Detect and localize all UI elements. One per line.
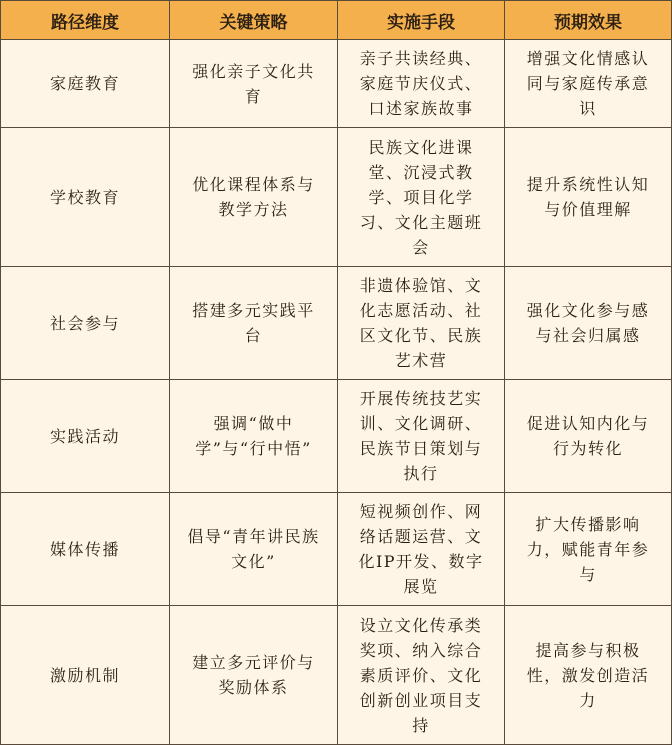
cell-strategy: 建立多元评价与奖励体系 — [170, 606, 338, 745]
cell-strategy: 强化亲子文化共育 — [170, 40, 338, 128]
cell-dimension: 社会参与 — [1, 267, 170, 380]
table-row — [1, 128, 672, 267]
table-row — [1, 40, 672, 128]
header-means: 实施手段 — [338, 1, 505, 40]
cell-strategy: 倡导“青年讲民族文化” — [170, 493, 338, 606]
cell-effect: 扩大传播影响力，赋能青年参与 — [505, 493, 672, 606]
table-row — [1, 380, 672, 493]
table-row — [1, 606, 672, 745]
cell-strategy: 搭建多元实践平台 — [170, 267, 338, 380]
cell-effect: 增强文化情感认同与家庭传承意识 — [505, 40, 672, 128]
cell-strategy: 强调“做中学”与“行中悟” — [170, 380, 338, 493]
header-dimension: 路径维度 — [1, 1, 170, 40]
cell-strategy: 优化课程体系与教学方法 — [170, 128, 338, 267]
cell-means: 开展传统技艺实训、文化调研、民族节日策划与执行 — [338, 380, 505, 493]
cell-dimension: 家庭教育 — [1, 40, 170, 128]
table-row — [1, 493, 672, 606]
cell-effect: 提高参与积极性，激发创造活力 — [505, 606, 672, 745]
cell-means: 非遗体验馆、文化志愿活动、社区文化节、民族艺术营 — [338, 267, 505, 380]
cell-means: 设立文化传承类奖项、纳入综合素质评价、文化创新创业项目支持 — [338, 606, 505, 745]
header-row — [1, 1, 672, 40]
header-effect: 预期效果 — [505, 1, 672, 40]
cell-dimension: 激励机制 — [1, 606, 170, 745]
cell-means: 民族文化进课堂、沉浸式教学、项目化学习、文化主题班会 — [338, 128, 505, 267]
cell-dimension: 学校教育 — [1, 128, 170, 267]
cell-dimension: 媒体传播 — [1, 493, 170, 606]
cell-means: 短视频创作、网络话题运营、文化IP开发、数字展览 — [338, 493, 505, 606]
table-row — [1, 267, 672, 380]
header-strategy: 关键策略 — [170, 1, 338, 40]
cell-effect: 强化文化参与感与社会归属感 — [505, 267, 672, 380]
cell-effect: 促进认知内化与行为转化 — [505, 380, 672, 493]
cell-dimension: 实践活动 — [1, 380, 170, 493]
cell-effect: 提升系统性认知与价值理解 — [505, 128, 672, 267]
cell-means: 亲子共读经典、家庭节庆仪式、口述家族故事 — [338, 40, 505, 128]
